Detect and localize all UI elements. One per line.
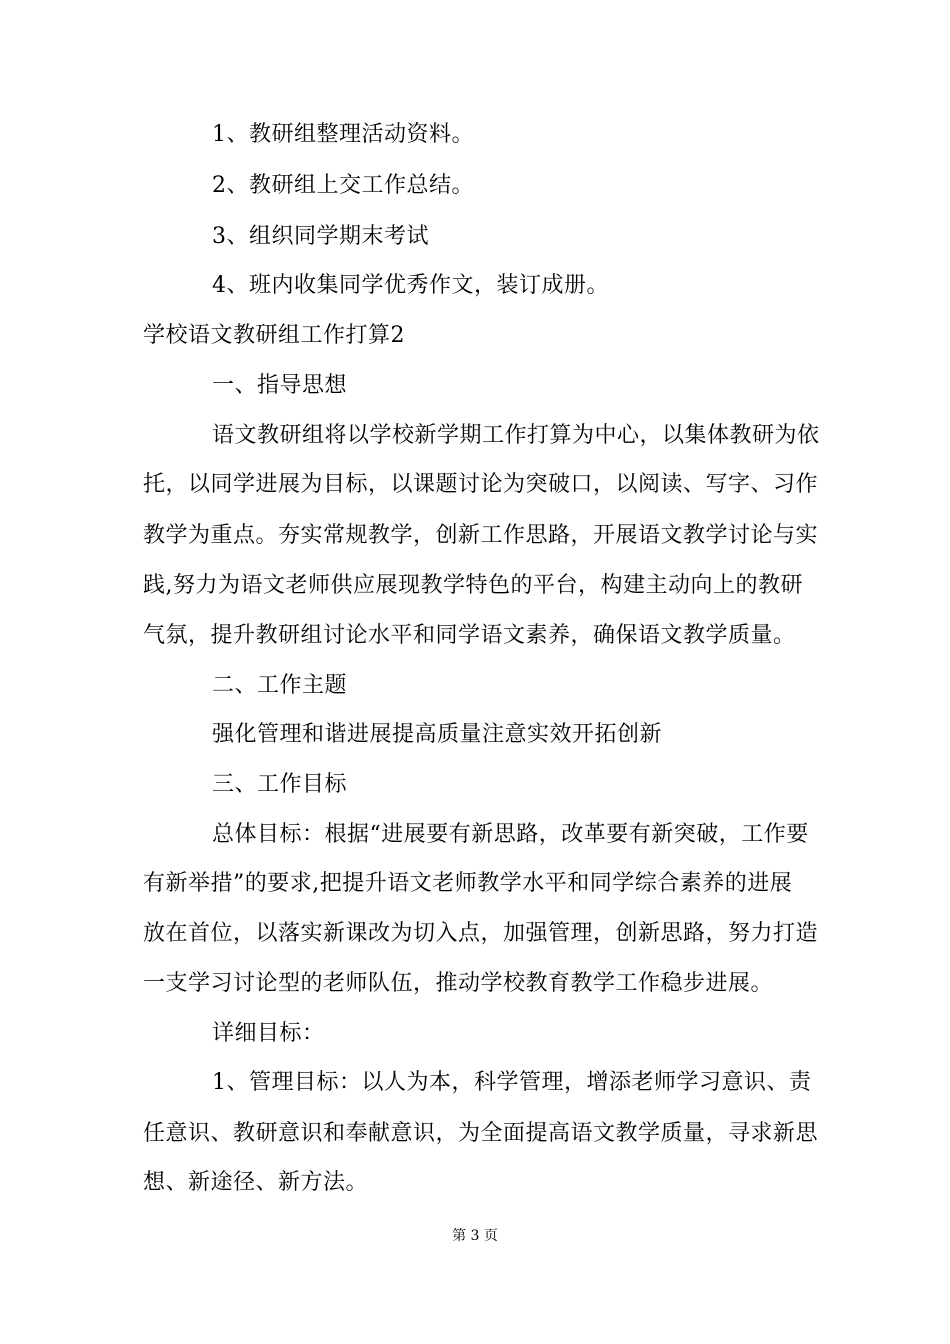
paragraph-line: 放在首位，以落实新课改为切入点，加强管理，创新思路，努力打造 [143,921,819,946]
paragraph-line: 强化管理和谐进展提高质量注意实效开拓创新 [212,722,663,747]
paragraph-line: 气氛，提升教研组讨论水平和同学语文素养，确保语文教学质量。 [143,623,796,648]
heading-guiding-ideology: 一、指导思想 [212,373,348,398]
paragraph-line: 一支学习讨论型的老师队伍，推动学校教育教学工作稳步进展。 [143,971,774,996]
paragraph-line: 有新举措”的要求,把提升语文老师教学水平和同学综合素养的进展 [143,871,793,896]
heading-detailed-goals: 详细目标： [212,1021,325,1046]
list-item-1: 1、教研组整理活动资料。 [212,122,474,147]
paragraph-line: 践,努力为语文老师供应展现教学特色的平台，构建主动向上的教研 [143,573,803,598]
list-item-2: 2、教研组上交工作总结。 [212,173,474,198]
paragraph-line: 任意识、教研意识和奉献意识，为全面提高语文教学质量，寻求新思 [143,1121,819,1146]
paragraph-line: 1、管理目标：以人为本，科学管理，增添老师学习意识、责 [212,1070,812,1095]
heading-work-theme: 二、工作主题 [212,673,348,698]
paragraph-line: 想、新途径、新方法。 [143,1170,369,1195]
paragraph-line: 语文教研组将以学校新学期工作打算为中心，以集体教研为依 [212,423,820,448]
list-item-4: 4、班内收集同学优秀作文，装订成册。 [212,273,609,298]
paragraph-line: 教学为重点。夯实常规教学，创新工作思路，开展语文教学讨论与实 [143,523,819,548]
list-item-3: 3、组织同学期末考试 [212,224,429,249]
section-title: 学校语文教研组工作打算2 [143,323,405,348]
paragraph-line: 总体目标：根据“进展要有新思路，改革要有新突破，工作要 [212,822,809,847]
page-number: 第 3 页 [452,1228,498,1244]
paragraph-line: 托，以同学进展为目标，以课题讨论为突破口，以阅读、写字、习作 [143,472,819,497]
heading-work-goals: 三、工作目标 [212,772,348,797]
